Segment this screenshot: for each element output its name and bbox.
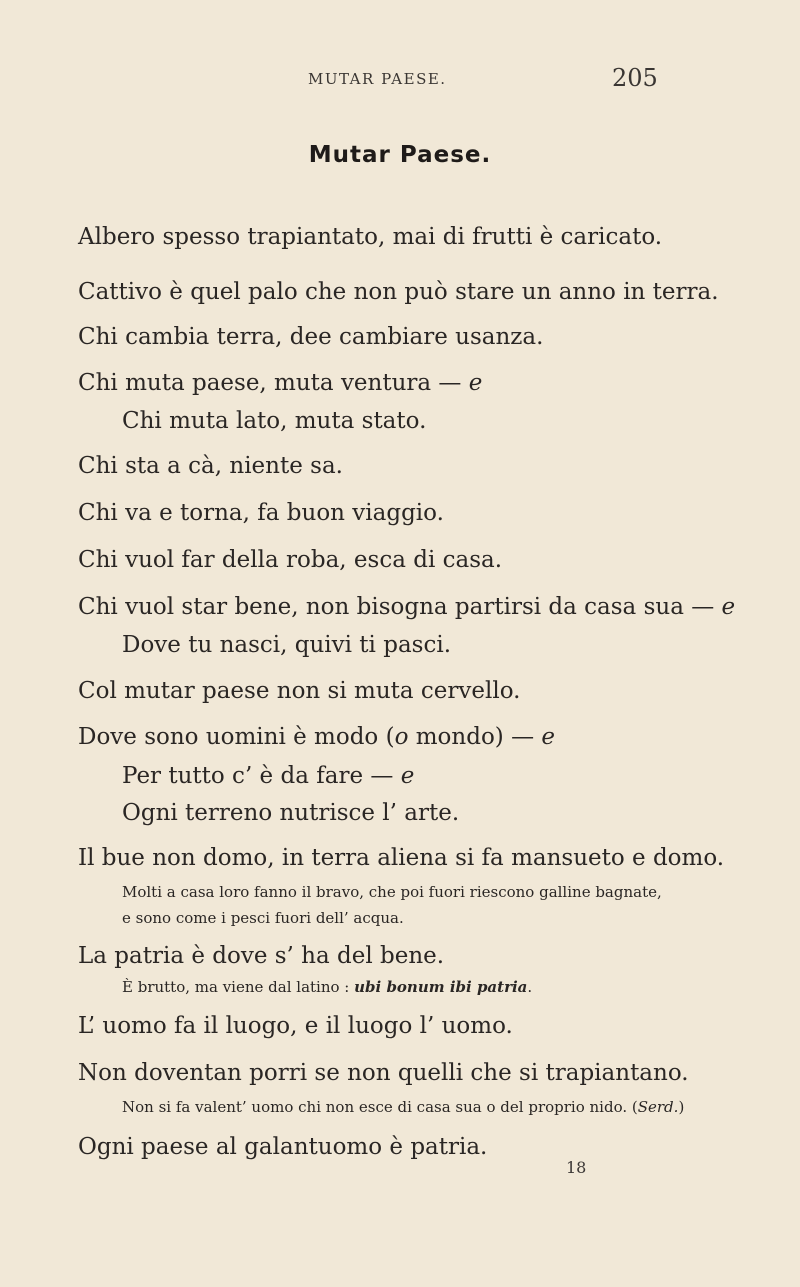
proverb-line: Chi vuol star bene, non bisogna partirsi da casa sua — e bbox=[78, 594, 736, 620]
proverb-line: Ogni terreno nutrisce l’ arte. bbox=[122, 800, 460, 826]
proverb-line: Chi muta lato, muta stato. bbox=[122, 408, 427, 434]
proverb-line: Non doventan porri se non quelli che si trapiantano. bbox=[78, 1060, 689, 1086]
proverb-line: Albero spesso trapiantato, mai di frutti è caricato. bbox=[78, 224, 663, 250]
proverb-line: La patria è dove s’ ha del bene. bbox=[78, 943, 445, 969]
page-number: 205 bbox=[612, 64, 658, 92]
commentary-note: Molti a casa loro fanno il bravo, che poi fuori riescono galline bagnate, bbox=[122, 883, 662, 901]
commentary-note: e sono come i pesci fuori dell’ acqua. bbox=[122, 909, 404, 927]
proverb-line: Il bue non domo, in terra aliena si fa mansueto e domo. bbox=[78, 845, 725, 871]
proverb-line: Chi muta paese, muta ventura — e bbox=[78, 370, 483, 396]
proverb-line: Per tutto c’ è da fare — e bbox=[122, 763, 415, 789]
proverb-line: Chi va e torna, fa buon viaggio. bbox=[78, 500, 444, 526]
running-head: MUTAR PAESE. bbox=[308, 70, 447, 88]
signature-mark: 18 bbox=[566, 1158, 587, 1177]
proverb-line: Dove sono uomini è modo (o mondo) — e bbox=[78, 724, 556, 750]
proverb-line: Chi cambia terra, dee cambiare usanza. bbox=[78, 324, 544, 350]
commentary-note: È brutto, ma viene dal latino : ubi bonum ibi patria. bbox=[122, 978, 533, 996]
proverb-line: Dove tu nasci, quivi ti pasci. bbox=[122, 632, 452, 658]
proverb-line: L’ uomo fa il luogo, e il luogo l’ uomo. bbox=[78, 1013, 513, 1039]
section-title: Mutar Paese. bbox=[308, 142, 492, 168]
proverb-line: Chi sta a cà, niente sa. bbox=[78, 453, 343, 479]
proverb-line: Col mutar paese non si muta cervello. bbox=[78, 678, 521, 704]
commentary-note: Non si fa valent’ uomo chi non esce di casa sua o del proprio nido. (Serd.) bbox=[122, 1098, 685, 1116]
proverb-line: Chi vuol far della roba, esca di casa. bbox=[78, 547, 503, 573]
proverb-line: Cattivo è quel palo che non può stare un anno in terra. bbox=[78, 279, 719, 305]
proverb-line: Ogni paese al galantuomo è patria. bbox=[78, 1134, 488, 1160]
